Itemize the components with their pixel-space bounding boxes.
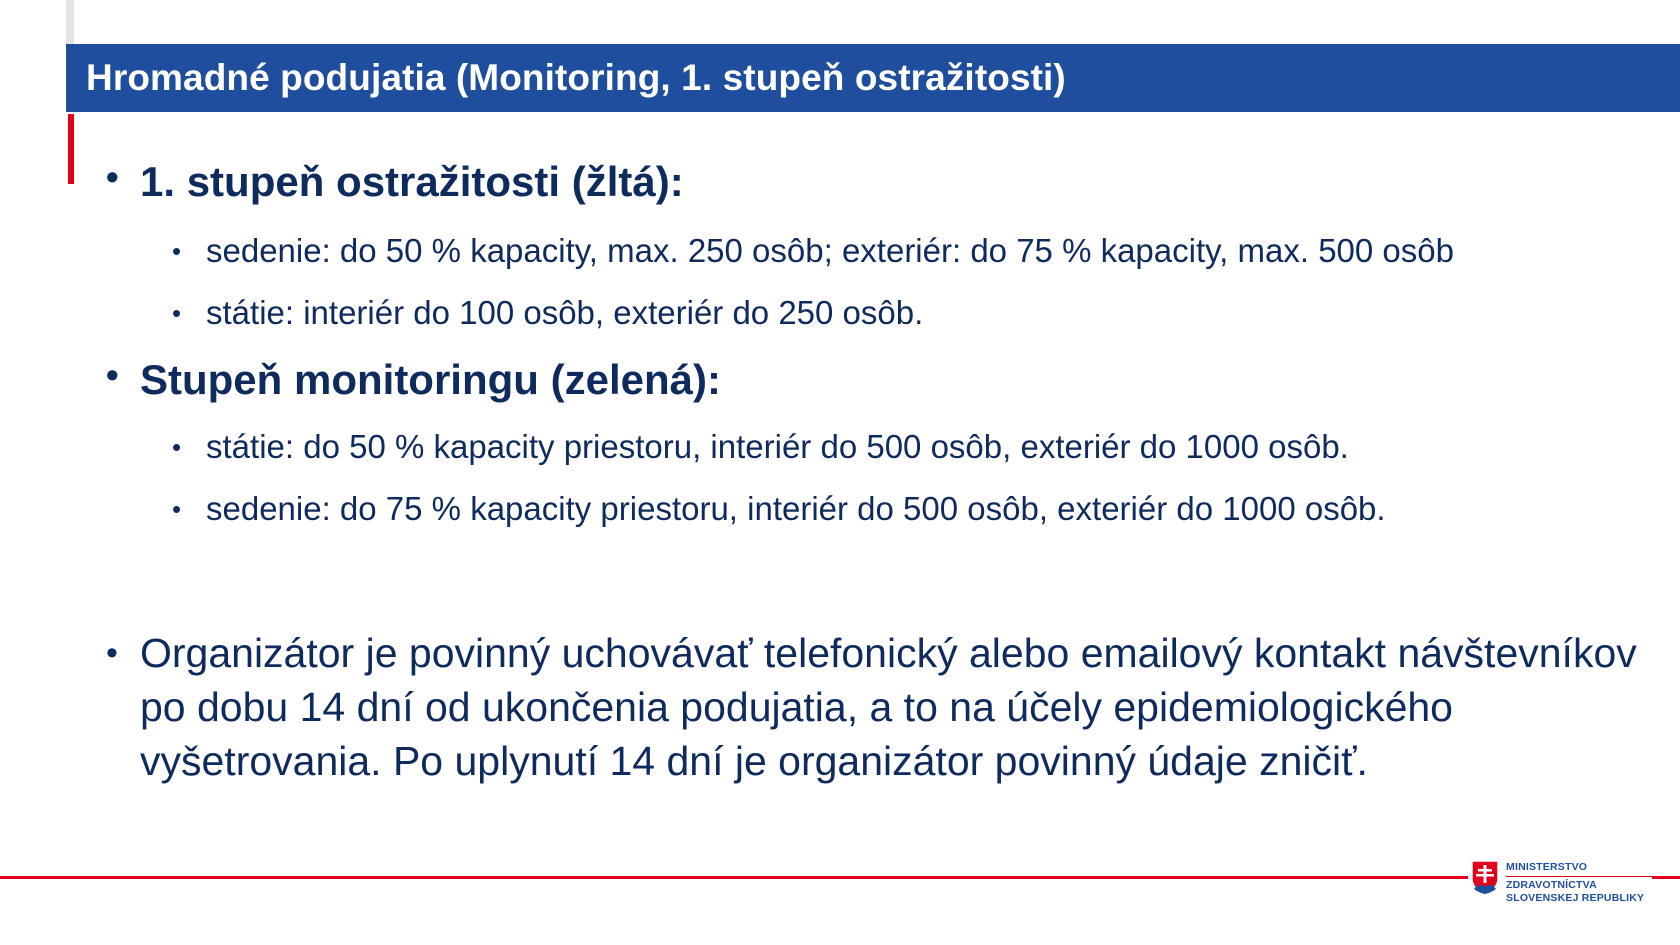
slovak-coat-of-arms-icon	[1470, 859, 1500, 895]
bullet-icon: •	[172, 494, 182, 524]
logo-divider	[1506, 876, 1676, 877]
paragraph-text: Organizátor je povinný uchovávať telefonický alebo emailový kontakt návštevníkov po dobu 14 dní od ukončenia podujatia, a to na účely epidemiologického vyšetrovania. Po uplynutí 14 dní je organizátor povinný údaje zničiť.	[140, 630, 1637, 784]
red-accent-bar	[68, 114, 74, 184]
bullet-icon: •	[106, 634, 118, 672]
list-item-text: sedenie: do 50 % kapacity, max. 250 osôb; exteriér: do 75 % kapacity, max. 500 osôb	[206, 232, 1454, 269]
list-item-text: sedenie: do 75 % kapacity priestoru, interiér do 500 osôb, exteriér do 1000 osôb.	[206, 490, 1386, 527]
logo-line-3: SLOVENSKEJ REPUBLIKY	[1506, 892, 1645, 904]
bullet-icon: •	[172, 298, 182, 328]
slide-title: Hromadné podujatia (Monitoring, 1. stupeň ostražitosti)	[86, 57, 1066, 98]
ministry-logo	[1470, 857, 1675, 907]
footer-red-line	[0, 876, 1468, 879]
logo-line-1: MINISTERSTVO	[1506, 861, 1588, 873]
section-heading-text: Stupeň monitoringu (zelená):	[140, 356, 721, 403]
bullet-icon: •	[172, 432, 182, 462]
left-gray-line	[66, 0, 74, 44]
bullet-icon: •	[106, 156, 119, 197]
section-heading-text: 1. stupeň ostražitosti (žltá):	[140, 158, 684, 205]
logo-text	[1506, 861, 1676, 905]
list-item-text: státie: do 50 % kapacity priestoru, interiér do 500 osôb, exteriér do 1000 osôb.	[206, 428, 1349, 465]
slide-title-bar	[66, 44, 1680, 112]
bullet-icon: •	[106, 354, 119, 395]
logo-line-2: ZDRAVOTNÍCTVA	[1506, 879, 1597, 891]
bullet-icon: •	[172, 236, 182, 266]
list-item-text: státie: interiér do 100 osôb, exteriér do 250 osôb.	[206, 294, 924, 331]
